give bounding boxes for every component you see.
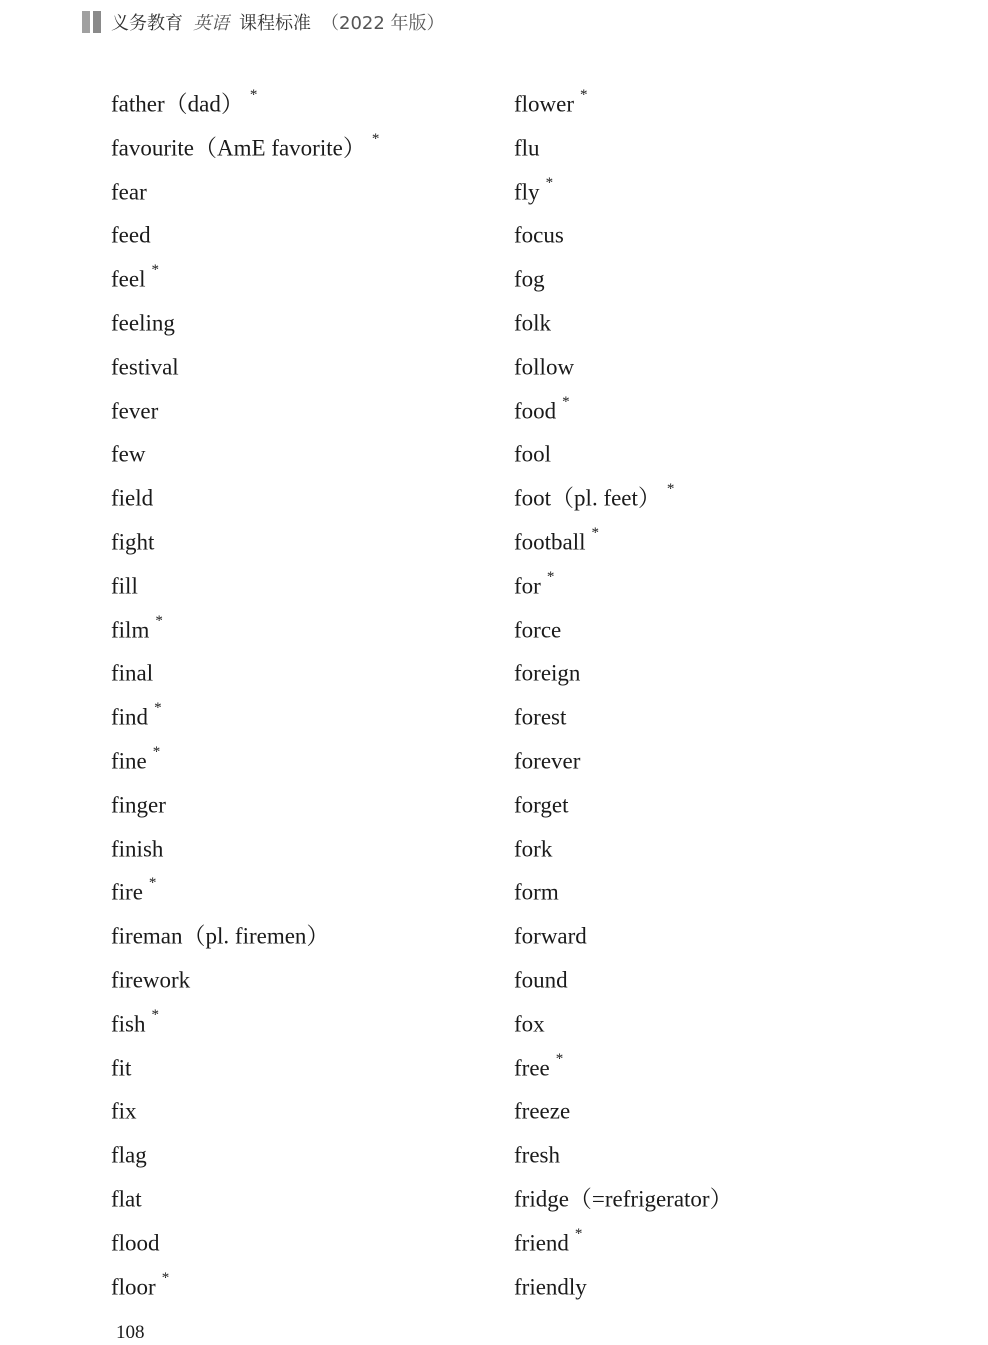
word-entry — [514, 823, 739, 867]
word-entry — [514, 1042, 739, 1086]
word-entry — [111, 1261, 379, 1305]
word-entry — [111, 385, 379, 429]
word-entry — [111, 253, 379, 297]
word-text: food — [514, 398, 557, 424]
word-entry — [111, 1085, 379, 1129]
word-text: folk — [514, 310, 552, 336]
word-entry — [111, 604, 379, 648]
word-entry — [514, 1129, 739, 1173]
word-text: foreign — [514, 661, 581, 687]
word-entry — [514, 866, 739, 910]
word-entry — [514, 341, 739, 385]
core-word-star: * — [545, 174, 554, 191]
word-text: field — [111, 485, 154, 511]
word-text: fight — [111, 529, 155, 555]
word-text: forward — [514, 923, 587, 949]
word-text: flag — [111, 1142, 147, 1168]
word-entry — [111, 1217, 379, 1261]
core-word-star: * — [371, 130, 380, 147]
page-number: 108 — [116, 1322, 145, 1343]
core-word-star: * — [151, 1006, 159, 1023]
word-entry — [111, 472, 379, 516]
word-entry — [514, 604, 739, 648]
word-entry — [111, 560, 379, 604]
word-entry — [514, 954, 739, 998]
word-text: friendly — [514, 1274, 587, 1300]
word-text: film — [111, 617, 150, 643]
core-word-star: * — [249, 87, 258, 103]
word-list-right — [514, 78, 739, 1304]
header-edition: （2022 年版） — [321, 13, 445, 34]
word-entry — [111, 998, 379, 1042]
core-word-star: * — [161, 1269, 170, 1286]
core-word-star: * — [148, 875, 157, 892]
word-entry — [514, 998, 739, 1042]
word-entry — [514, 691, 739, 735]
word-text: focus — [514, 223, 564, 249]
word-entry — [514, 209, 739, 253]
core-word-star: * — [151, 262, 159, 279]
word-entry — [111, 297, 379, 341]
word-text: follow — [514, 354, 575, 380]
word-text: floor — [111, 1274, 156, 1300]
word-text: football — [514, 529, 586, 555]
word-list-left — [111, 78, 379, 1304]
word-entry — [514, 560, 739, 604]
word-text: feeling — [111, 310, 175, 336]
word-entry — [514, 253, 739, 297]
header-doc: 课程标准 — [239, 13, 311, 34]
word-text: flat — [111, 1186, 142, 1212]
word-text: flower — [514, 91, 575, 117]
word-text: force — [514, 617, 562, 643]
core-word-star: * — [580, 87, 588, 103]
word-entry — [514, 735, 739, 779]
word-entry — [111, 779, 379, 823]
word-entry — [111, 341, 379, 385]
word-text: few — [111, 442, 146, 468]
word-text: freeze — [514, 1098, 571, 1124]
word-entry — [514, 779, 739, 823]
word-text: festival — [111, 354, 179, 380]
word-entry — [514, 166, 739, 210]
header-series: 义务教育 — [111, 13, 183, 34]
core-word-star: * — [154, 700, 162, 717]
core-word-star: * — [155, 612, 163, 629]
word-text: feel — [111, 266, 146, 292]
word-text: flu — [514, 135, 540, 161]
word-text: fix — [111, 1098, 137, 1124]
word-text: fine — [111, 748, 147, 774]
word-text: fridge（=refrigerator） — [514, 1186, 733, 1212]
word-text: fox — [514, 1011, 545, 1037]
word-text: fear — [111, 179, 147, 205]
word-text: forever — [514, 748, 581, 774]
word-text: form — [514, 880, 559, 905]
word-entry — [514, 428, 739, 472]
word-text: flood — [111, 1230, 160, 1256]
word-entry — [514, 385, 739, 429]
word-entry — [111, 823, 379, 867]
word-entry — [111, 1129, 379, 1173]
header-subject: 英语 — [193, 13, 229, 34]
word-text: final — [111, 661, 154, 687]
word-text: fire — [111, 880, 143, 905]
word-text: father（dad） — [111, 91, 244, 117]
word-text: forest — [514, 704, 567, 730]
word-entry — [111, 516, 379, 560]
word-text: finish — [111, 836, 164, 862]
word-entry — [514, 122, 739, 166]
word-text: free — [514, 1055, 550, 1081]
word-entry — [111, 166, 379, 210]
word-entry — [111, 735, 379, 779]
word-entry — [111, 647, 379, 691]
word-text: fog — [514, 266, 545, 292]
word-entry — [514, 910, 739, 954]
word-text: fish — [111, 1011, 146, 1037]
word-entry — [514, 472, 739, 516]
word-entry — [514, 516, 739, 560]
core-word-star: * — [546, 568, 555, 585]
core-word-star: * — [574, 1225, 583, 1242]
word-text: foot（pl. feet） — [514, 485, 661, 511]
word-entry — [111, 1173, 379, 1217]
word-entry — [111, 428, 379, 472]
running-header — [82, 8, 445, 36]
word-text: favourite（AmE favorite） — [111, 135, 366, 161]
word-entry — [111, 691, 379, 735]
word-entry — [111, 910, 379, 954]
word-entry — [514, 1261, 739, 1305]
word-text: firework — [111, 967, 191, 993]
word-entry — [514, 1085, 739, 1129]
core-word-star: * — [666, 481, 675, 498]
word-entry — [514, 1173, 739, 1217]
word-entry — [514, 647, 739, 691]
word-entry — [111, 866, 379, 910]
word-entry — [111, 209, 379, 253]
word-text: for — [514, 573, 541, 599]
core-word-star: * — [562, 393, 570, 410]
core-word-star: * — [152, 743, 161, 760]
word-text: feed — [111, 223, 151, 249]
word-text: found — [514, 967, 568, 993]
word-entry — [111, 122, 379, 166]
core-word-star: * — [555, 1050, 564, 1067]
word-text: fresh — [514, 1142, 560, 1168]
header-bar-icon — [82, 11, 101, 33]
word-text: friend — [514, 1230, 569, 1256]
word-text: fit — [111, 1055, 132, 1081]
word-entry — [514, 297, 739, 341]
word-entry — [111, 1042, 379, 1086]
word-text: fever — [111, 398, 159, 424]
word-entry — [514, 78, 739, 122]
word-text: fill — [111, 573, 138, 599]
word-text: forget — [514, 792, 569, 818]
word-entry — [111, 78, 379, 122]
word-text: find — [111, 704, 149, 730]
word-text: finger — [111, 792, 166, 818]
word-entry — [514, 1217, 739, 1261]
core-word-star: * — [591, 524, 600, 541]
word-entry — [111, 954, 379, 998]
word-text: fireman（pl. firemen） — [111, 923, 330, 949]
word-text: fork — [514, 836, 553, 862]
word-text: fool — [514, 442, 552, 468]
word-text: fly — [514, 179, 540, 205]
